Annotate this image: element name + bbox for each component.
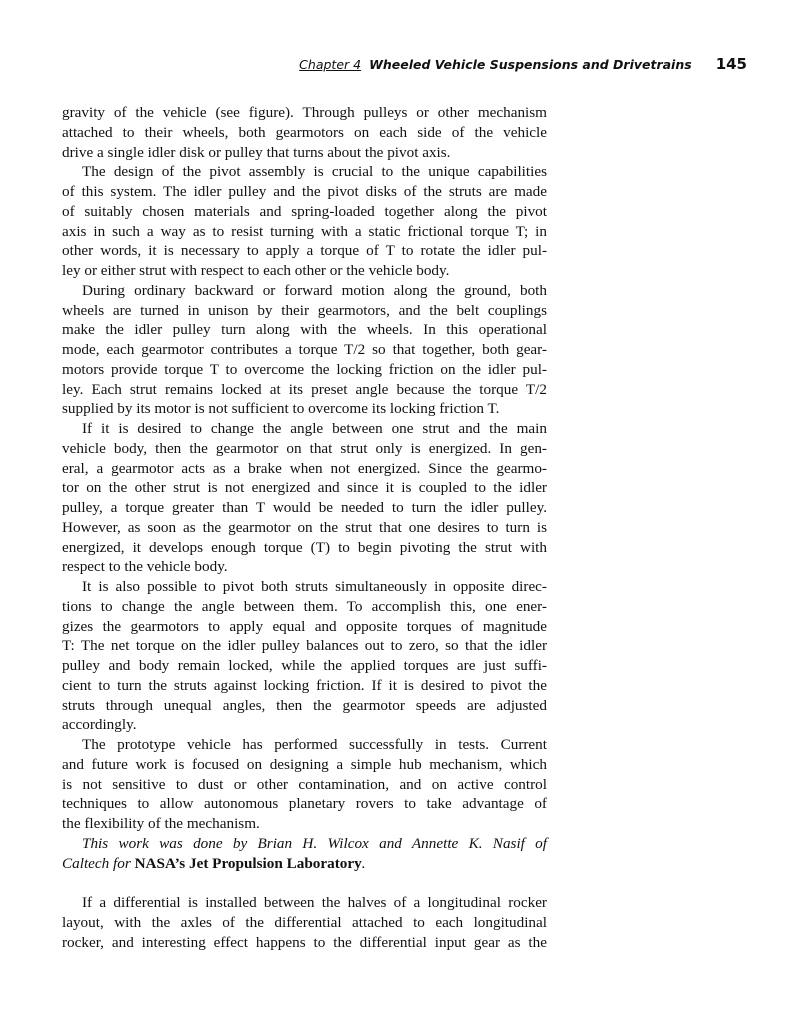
text-line: energized, it develops enough torque (T) to begin pivoting the strut with	[62, 538, 547, 556]
text-line: ley or either strut with respect to each other or the vehicle body.	[62, 262, 450, 279]
closing-paragraph	[62, 893, 547, 952]
text-line: drive a single idler disk or pulley that turns about the pivot axis.	[62, 143, 451, 161]
paragraph	[62, 419, 547, 577]
text-line: ley. Each strut remains locked at its preset angle because the torque T/2	[62, 380, 547, 398]
text-line: rocker, and interesting effect happens to the differential input gear as the	[62, 933, 547, 951]
paragraph	[62, 162, 547, 281]
body-text	[62, 103, 547, 952]
text-line: supplied by its motor is not sufficient to overcome its locking friction T.	[62, 400, 500, 418]
text-line: T: The net torque on the idler pulley balances out to zero, so that the idler	[62, 637, 547, 655]
credit-prefix: Caltech for	[62, 854, 135, 872]
text-line: It is also possible to pivot both struts simultaneously in opposite direc-	[82, 578, 547, 595]
text-line: gravity of the vehicle (see figure). Through pulleys or other mechanism	[62, 104, 547, 121]
text-line: techniques to allow autonomous planetary rovers to take advantage of	[62, 795, 547, 813]
credit-line	[62, 854, 547, 874]
text-line: During ordinary backward or forward motion along the ground, both	[82, 281, 547, 299]
text-line: mode, each gearmotor contributes a torque T/2 so that together, both gear-	[62, 341, 547, 358]
page-number: 145	[715, 55, 747, 73]
text-line: struts through unequal angles, then the gearmotor speeds are adjusted	[62, 696, 547, 714]
paragraphs	[62, 103, 547, 834]
text-line: make the idler pulley turn along with the wheels. In this operational	[62, 321, 547, 339]
credit-paragraph	[62, 834, 547, 874]
text-line: of suitably chosen materials and spring-loaded together along the pivot	[62, 202, 547, 220]
text-line: The prototype vehicle has performed successfully in tests. Current	[82, 736, 547, 753]
chapter-title: Wheeled Vehicle Suspensions and Drivetrains	[369, 57, 692, 72]
text-line: the flexibility of the mechanism.	[62, 815, 260, 832]
text-line: pulley and body remain locked, while the applied torques are just suffi-	[62, 657, 547, 674]
text-line: eral, a gearmotor acts as a brake when not energized. Since the gearmo-	[62, 459, 547, 477]
text-line: pulley, a torque greater than T would be needed to turn the idler pulley.	[62, 499, 547, 516]
paragraph	[62, 735, 547, 834]
text-line: tions to change the angle between them. To accomplish this, one ener-	[62, 597, 547, 615]
text-line: axis in such a way as to resist turning with a static frictional torque T; in	[62, 222, 547, 240]
credit-organization: NASA’s Jet Propulsion Laboratory	[134, 854, 362, 872]
text-line: gizes the gearmotors to apply equal and opposite torques of magnitude	[62, 617, 547, 635]
text-line: wheels are turned in unison by their gearmotors, and the belt couplings	[62, 301, 547, 319]
text-line: other words, it is necessary to apply a torque of T to rotate the idler pul-	[62, 242, 547, 260]
text-line: If a differential is installed between the halves of a longitudinal rocker	[82, 894, 547, 911]
paragraph	[62, 103, 547, 162]
running-head	[62, 55, 747, 77]
text-line: layout, with the axles of the differential attached to each longitudinal	[62, 913, 547, 931]
text-line: respect to the vehicle body.	[62, 558, 228, 576]
text-line: The design of the pivot assembly is crucial to the unique capabilities	[82, 163, 547, 181]
text-line: tor on the other strut is not energized and since it is coupled to the idler	[62, 479, 547, 497]
text-line: attached to their wheels, both gearmotors on each side of the vehicle	[62, 123, 547, 141]
text-line: motors provide torque T to overcome the locking friction on the idler pul-	[62, 360, 547, 378]
chapter-label: Chapter 4	[299, 57, 362, 72]
paragraph-gap	[62, 873, 547, 893]
paragraph	[62, 281, 547, 419]
paragraph	[62, 577, 547, 735]
text-line: is not sensitive to dust or other contamination, and on active control	[62, 775, 547, 793]
credit-line: This work was done by Brian H. Wilcox and Annette K. Nasif of	[82, 834, 547, 852]
text-line: If it is desired to change the angle between one strut and the main	[82, 420, 547, 437]
text-line: vehicle body, then the gearmotor on that strut only is energized. In gen-	[62, 439, 547, 457]
text-line: cient to turn the struts against locking friction. If it is desired to pivot the	[62, 676, 547, 694]
credit-suffix: .	[361, 854, 366, 872]
text-line: and future work is focused on designing a simple hub mechanism, which	[62, 755, 547, 773]
text-line: of this system. The idler pulley and the pivot disks of the struts are made	[62, 183, 547, 200]
text-line: accordingly.	[62, 716, 137, 734]
text-line: However, as soon as the gearmotor on the strut that one desires to turn is	[62, 518, 547, 536]
